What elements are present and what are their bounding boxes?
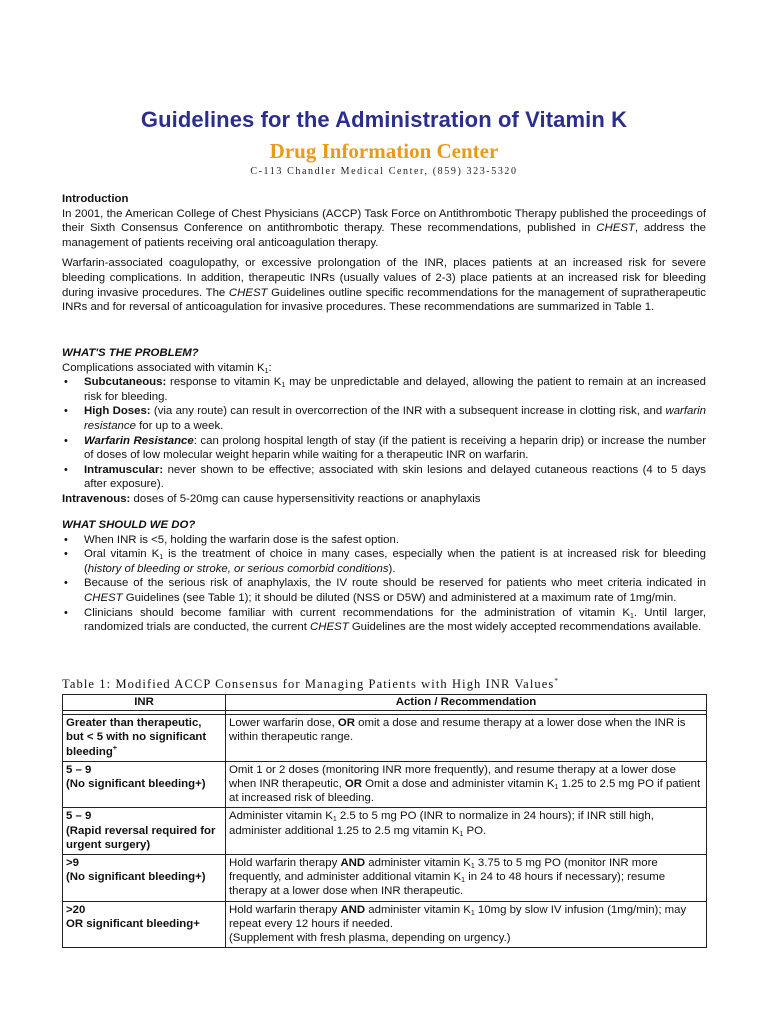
inr-cell: >20 OR significant bleeding+ [63, 901, 226, 948]
table-row [63, 808, 707, 855]
intravenous-note: Intravenous: doses of 5-20mg can cause hypersensitivity reactions or anaphylaxis [62, 492, 481, 505]
column-header-inr: INR [63, 695, 226, 711]
document-title: Guidelines for the Administration of Vitamin K [140, 107, 628, 132]
inr-cell: >9 (No significant bleeding+) [63, 855, 226, 902]
inr-cell: Greater than therapeutic, but < 5 with no significant bleeding+ [63, 715, 226, 762]
list-item: • Warfarin Resistance: can prolong hospital length of stay (if the patient is receiving a heparin drip) or increase the number of doses of low molecular weight heparin while waiting for a therapeutic INR on warfarin. [62, 434, 706, 463]
table-row [63, 855, 707, 902]
table-caption: Table 1: Modified ACCP Consensus for Managing Patients with High INR Values* [62, 676, 559, 691]
table-header-row [63, 695, 707, 711]
list-item: • When INR is <5, holding the warfarin dose is the safest option. [62, 533, 706, 548]
organization-address: C-113 Chandler Medical Center, (859) 323-5320 [250, 166, 518, 177]
organization-name: Drug Information Center [269, 139, 499, 163]
list-item: • High Doses: (via any route) can result in overcorrection of the INR with a subsequent increase in clotting risk, and warfarin resistance for up to a week. [62, 404, 706, 433]
solution-heading: WHAT SHOULD WE DO? [62, 519, 196, 531]
action-cell: Hold warfarin therapy AND administer vitamin $K_1$ 10mg by slow IV infusion (1mg/min); may repeat every 12 hours if needed. (Supplement with fresh plasma, depending on urgency.) [226, 901, 707, 948]
action-cell: Lower warfarin dose, OR omit a dose and resume therapy at a lower dose when the INR is within therapeutic range. [226, 715, 707, 762]
table-row [63, 901, 707, 948]
column-header-action: Action / Recommendation [226, 695, 707, 711]
list-item: • Subcutaneous: response to vitamin $K_1$ may be unpredictable and delayed, allowing the patient to remain at an increased risk for bleeding. [62, 375, 706, 404]
list-item: • Because of the serious risk of anaphylaxis, the IV route should be reserved for patients who meet criteria indicated in CHEST Guidelines (see Table 1); it should be diluted (NSS or D5W) and administered at a maximum rate of 1mg/min. [62, 576, 706, 605]
inr-cell: 5 – 9 (No significant bleeding+) [63, 761, 226, 808]
problem-section [62, 346, 706, 507]
list-item: • Clinicians should become familiar with current recommendations for the administration of vitamin $K_1$. Until larger, randomized trials are conducted, the current CHEST Guidelines are the most widely accepted recommendations available. [62, 606, 706, 635]
introduction-paragraph-2: Warfarin-associated coagulopathy, or excessive prolongation of the INR, places patients at an increased risk for severe bleeding complications. In addition, therapeutic INRs (usually values of 2-3) place patients at an increased risk for bleeding during invasive procedures. The CHEST Guidelines outline specific recommendations for the management of supratherapeutic INRs and for reversal of anticoagulation for invasive procedures. These recommendations are summarized in Table 1. [62, 257, 706, 314]
solution-list [62, 533, 706, 635]
action-cell: Hold warfarin therapy AND administer vitamin $K_1$ 3.75 to 5 mg PO (monitor INR more frequently, and administer additional vitamin $K_1$ in 24 to 48 hours if necessary); resume therapy at a lower dose when INR therapeutic. [226, 855, 707, 902]
introduction-section [62, 192, 706, 315]
list-item: • Intramuscular: never shown to be effective; associated with skin lesions and delayed cutaneous reactions (4 to 5 days after exposure). [62, 463, 706, 492]
list-item: • Oral vitamin $K_1$ is the treatment of choice in many cases, especially when the patient is at increased risk for bleeding (history of bleeding or stroke, or serious comorbid conditions). [62, 547, 706, 576]
table-row [63, 715, 707, 762]
action-cell: Administer vitamin $K_1$ 2.5 to 5 mg PO (INR to normalize in 24 hours); if INR still high, administer additional 1.25 to 2.5 mg vitamin $K_1$ PO. [226, 808, 707, 855]
problem-intro: Complications associated with vitamin $K_1$: [62, 361, 272, 375]
introduction-heading: Introduction [62, 193, 129, 205]
problem-list [62, 375, 706, 492]
inr-cell: 5 – 9 (Rapid reversal required for urgent surgery) [63, 808, 226, 855]
problem-heading: WHAT'S THE PROBLEM? [62, 347, 199, 359]
inr-table [62, 694, 707, 948]
table-row [63, 761, 707, 808]
introduction-paragraph-1: In 2001, the American College of Chest Physicians (ACCP) Task Force on Antithrombotic Therapy published the proceedings of their Sixth Consensus Conference on antithrombotic therapy. These recommendations, published in CHEST, address the management of patients receiving oral anticoagulation therapy. [62, 207, 706, 249]
solution-section [62, 518, 706, 635]
action-cell: Omit 1 or 2 doses (monitoring INR more frequently), and resume therapy at a lower dose when INR therapeutic, OR Omit a dose and administer vitamin $K_1$ 1.25 to 2.5 mg PO if patient at increased risk of bleeding. [226, 761, 707, 808]
